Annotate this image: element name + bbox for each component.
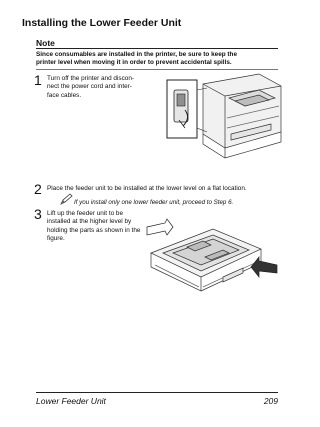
step-1-line-2: nect the power cord and inter- [47, 83, 132, 91]
step-1-line-3: face cables. [47, 91, 82, 99]
page-number: 209 [263, 396, 278, 406]
note-text [36, 51, 276, 67]
feeder-unit-illustration [143, 215, 278, 308]
pencil-note-icon [60, 193, 74, 205]
note-line-1: Since consumables are installed in the printer, be sure to keep the [36, 51, 238, 58]
step-3-line-2: installed at the higher level by [47, 218, 132, 226]
note-line-2: printer level when moving it in order to prevent accidental spills. [36, 59, 232, 67]
hint-text: If you install only one lower feeder unit, proceed to Step 6. [74, 199, 234, 206]
step-3-line-4: figure. [47, 234, 65, 242]
step-1-line-1: Turn off the printer and discon- [47, 75, 135, 82]
step-2-number: 2 [34, 181, 42, 197]
step-3-line-1: Lift up the feeder unit to be [47, 210, 124, 217]
step-2-text: Place the feeder unit to be installed at the lower level on a flat location. [47, 185, 247, 192]
page-title: Installing the Lower Feeder Unit [22, 17, 182, 29]
note-top-rule [36, 48, 278, 49]
step-3-number: 3 [34, 206, 42, 222]
footer-rule [36, 392, 278, 393]
step-1-number: 1 [34, 72, 42, 88]
note-label: Note [36, 38, 55, 48]
step-3-line-3: holding the parts as shown in the [47, 226, 141, 234]
footer-section-title: Lower Feeder Unit [36, 396, 106, 406]
printer-illustration [163, 68, 285, 164]
step-1-text [47, 75, 167, 100]
